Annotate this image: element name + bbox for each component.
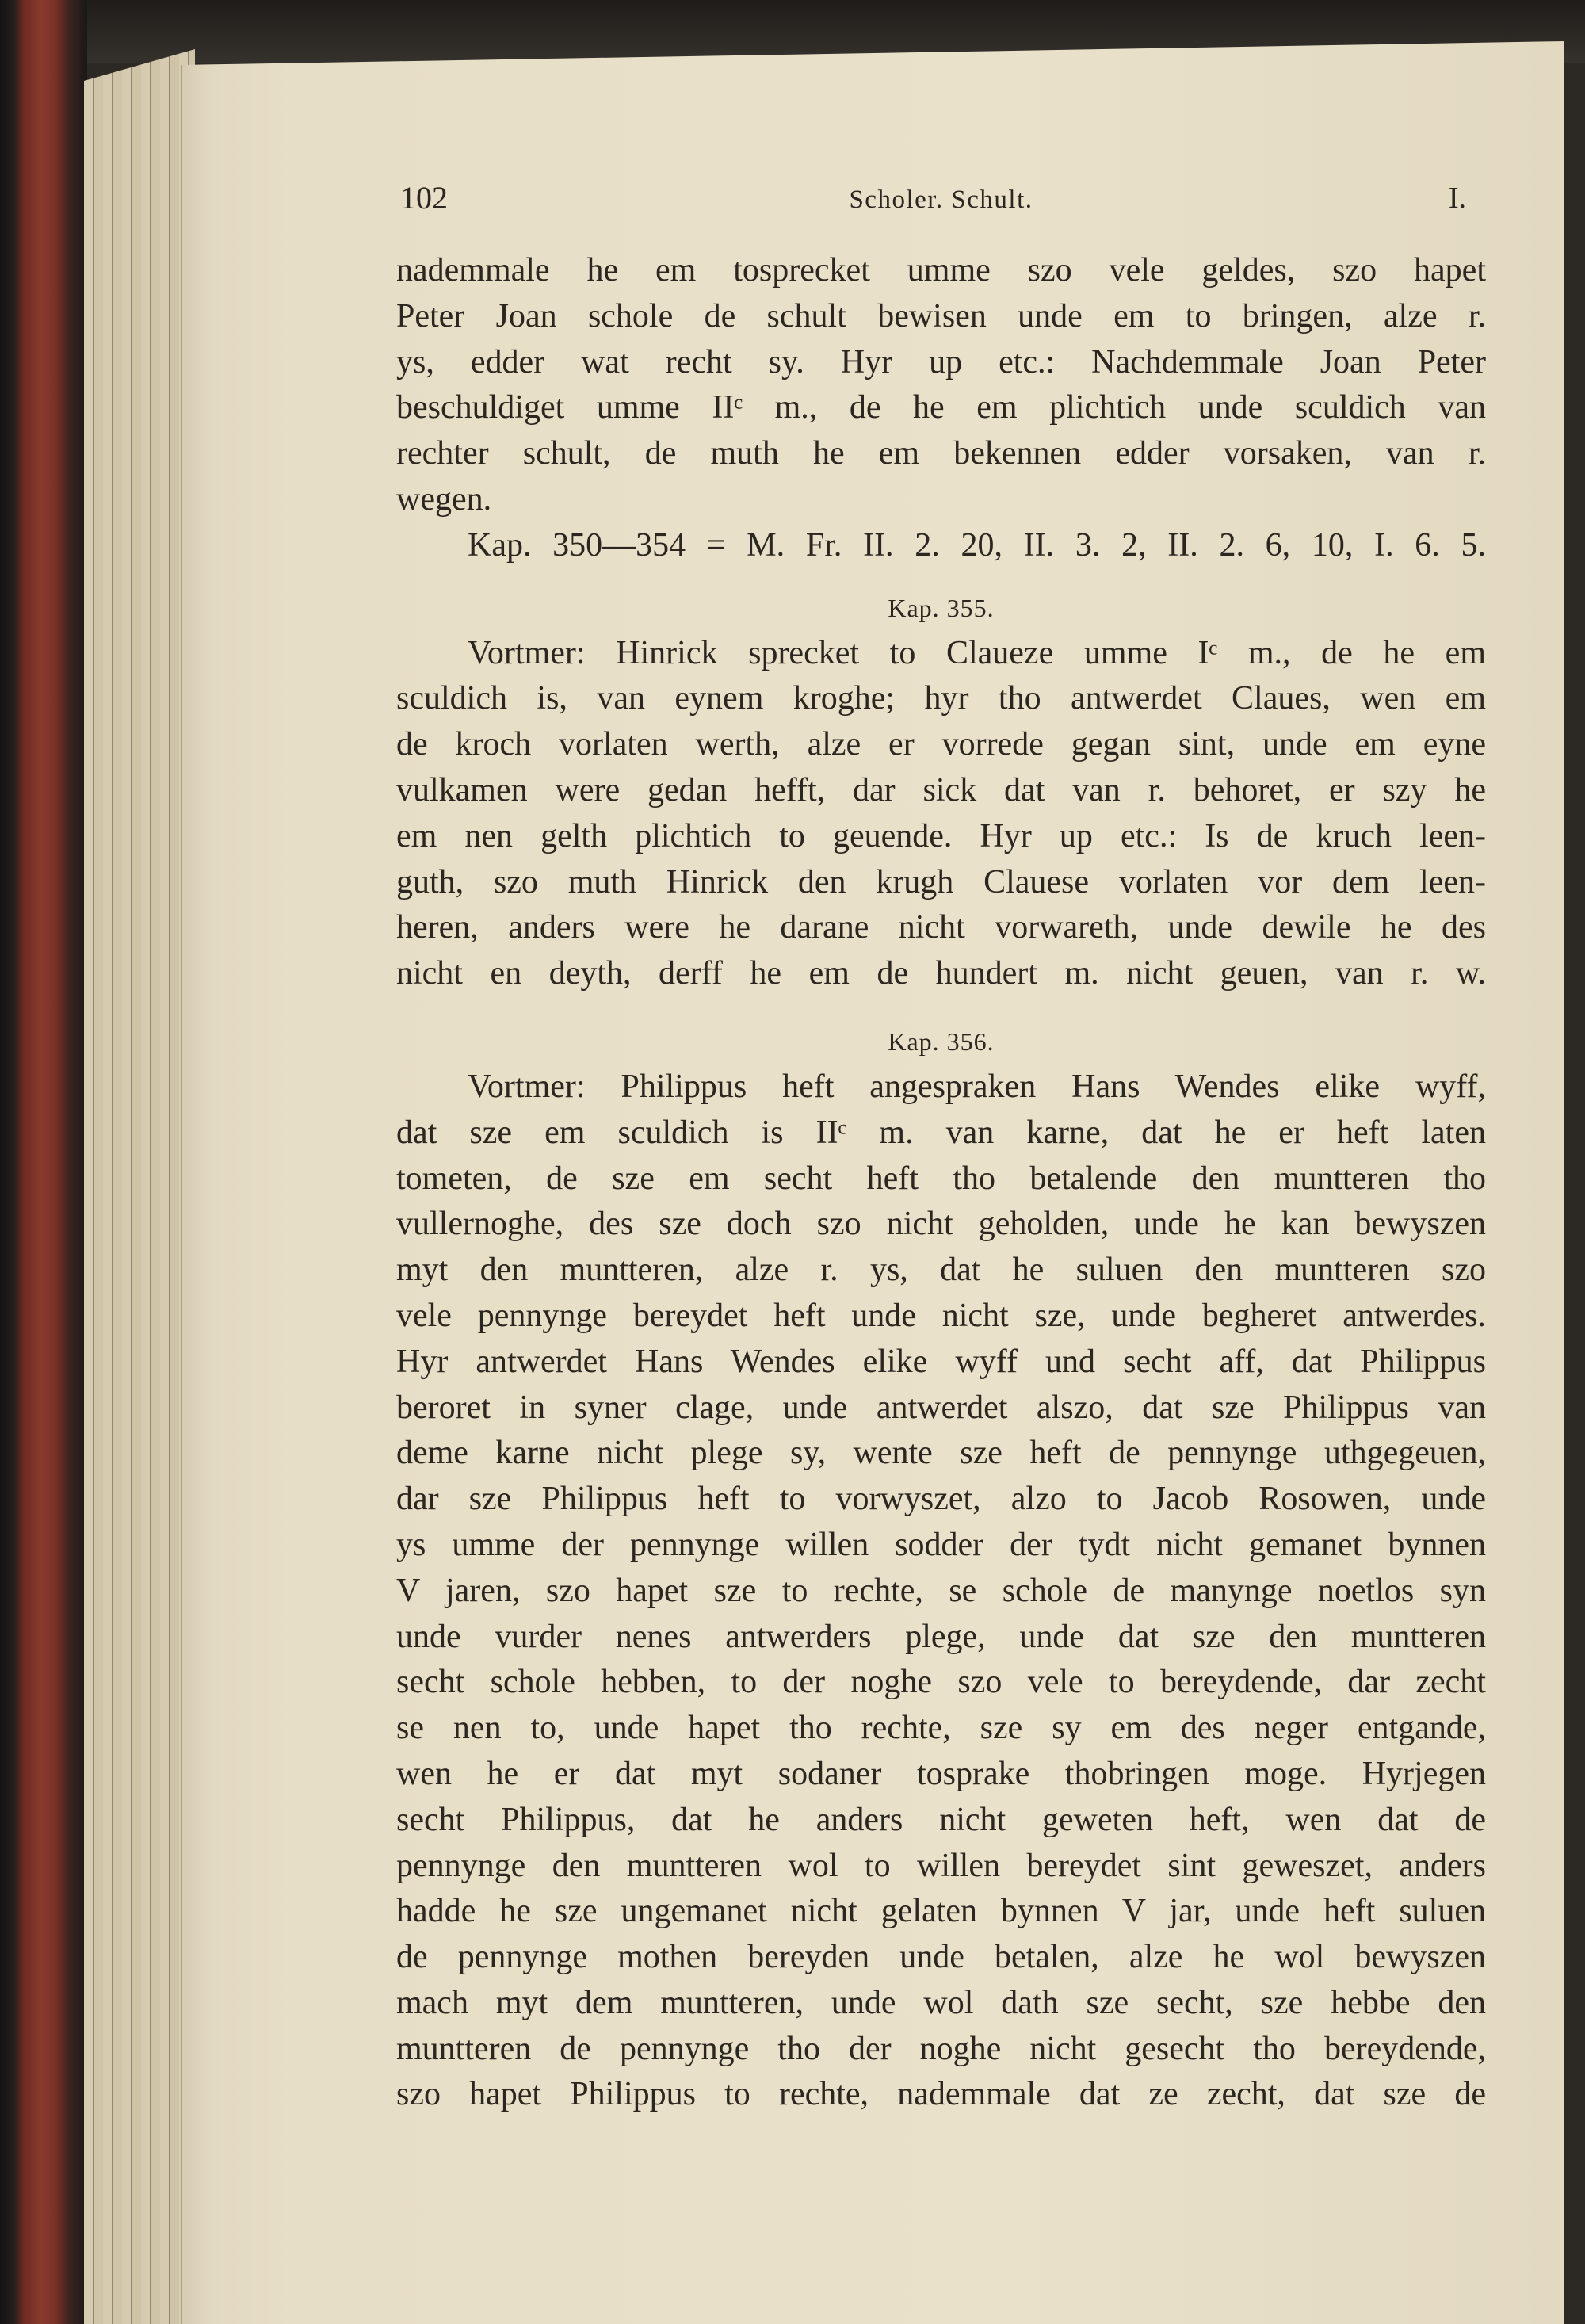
text-line: rechter schult, de muth he em bekennen edder vorsaken, van r. bbox=[396, 435, 1486, 472]
text-line: Vortmer: Hinrick sprecket to Claueze umme Iᶜ m., de he em bbox=[468, 634, 1486, 671]
text-line: Hyr antwerdet Hans Wendes elike wyff und secht aff, dat Philippus bbox=[396, 1343, 1486, 1380]
text-line: wen he er dat myt sodaner tosprake thobringen moge. Hyrjegen bbox=[396, 1755, 1486, 1792]
text-line: beroret in syner clage, unde antwerdet alszo, dat sze Philippus van bbox=[396, 1389, 1486, 1426]
text-line: tometen, de sze em secht heft tho betalende den muntteren tho bbox=[396, 1160, 1486, 1197]
text-line: secht schole hebben, to der noghe szo vele to bereydende, dar zecht bbox=[396, 1664, 1486, 1701]
body-text bbox=[396, 248, 1486, 2118]
text-line: vele pennynge bereydet heft unde nicht sze, unde begheret antwerdes. bbox=[396, 1297, 1486, 1334]
text-line: V jaren, szo hapet sze to rechte, se schole de manynge noetlos syn bbox=[396, 1572, 1486, 1609]
text-line: sculdich is, van eynem kroghe; hyr tho antwerdet Claues, wen em bbox=[396, 680, 1486, 717]
text-line: hadde he sze ungemanet nicht gelaten bynnen V jar, unde heft suluen bbox=[396, 1893, 1486, 1930]
text-line: se nen to, unde hapet tho rechte, sze sy em des neger entgande, bbox=[396, 1710, 1486, 1747]
text-line: guth, szo muth Hinrick den krugh Clauese vorlaten vor dem leen- bbox=[396, 863, 1486, 900]
text-line: nademmale he em tosprecket umme szo vele geldes, szo hapet bbox=[396, 252, 1486, 289]
page-number: 102 bbox=[400, 180, 448, 216]
text-line: myt den muntteren, alze r. ys, dat he suluen den muntteren szo bbox=[396, 1252, 1486, 1289]
text-line: secht Philippus, dat he anders nicht geweten heft, wen dat de bbox=[396, 1801, 1486, 1838]
book-binding bbox=[0, 0, 87, 2324]
page-edge-line bbox=[181, 65, 182, 2324]
text-line: muntteren de pennynge tho der noghe nicht gesecht tho bereydende, bbox=[396, 2030, 1486, 2067]
text-line: Peter Joan schole de schult bewisen unde em to bringen, alze r. bbox=[396, 297, 1486, 334]
text-line: mach myt dem muntteren, unde wol dath sze secht, sze hebbe den bbox=[396, 1984, 1486, 2021]
text-line: deme karne nicht plege sy, wente sze heft de pennynge uthgegeuen, bbox=[396, 1435, 1486, 1472]
chapter-heading: Kap. 356. bbox=[888, 1026, 995, 1056]
text-line: de kroch vorlaten werth, alze er vorrede gegan sint, unde em eyne bbox=[396, 726, 1486, 763]
text-line: vulkamen were gedan hefft, dar sick dat van r. behoret, er szy he bbox=[396, 771, 1486, 808]
text-line: wegen. bbox=[396, 480, 492, 518]
running-head bbox=[396, 178, 1486, 219]
running-title: Scholer. Schult. bbox=[849, 185, 1033, 214]
chapter-heading: Kap. 355. bbox=[888, 593, 995, 622]
cross-reference: Kap. 350—354 = M. Fr. II. 2. 20, II. 3. 2, II. 2. 6, 10, I. 6. 5. bbox=[468, 526, 1486, 564]
text-line: ys, edder wat recht sy. Hyr up etc.: Nachdemmale Joan Peter bbox=[396, 343, 1486, 380]
text-line: de pennynge mothen bereyden unde betalen, alze he wol bewyszen bbox=[396, 1939, 1486, 1976]
text-line: dar sze Philippus heft to vorwyszet, alzo to Jacob Rosowen, unde bbox=[396, 1481, 1486, 1518]
text-line: ys umme der pennynge willen sodder der tydt nicht gemanet bynnen bbox=[396, 1526, 1486, 1563]
text-line: dat sze em sculdich is IIᶜ m. van karne, dat he er heft laten bbox=[396, 1114, 1486, 1151]
text-line: heren, anders were he darane nicht vorwareth, unde dewile he des bbox=[396, 909, 1486, 946]
section-number: I. bbox=[1448, 182, 1466, 215]
text-line: unde vurder nenes antwerders plege, unde dat sze den muntteren bbox=[396, 1618, 1486, 1655]
text-line: szo hapet Philippus to rechte, nademmale dat ze zecht, dat sze de bbox=[396, 2076, 1486, 2113]
text-line: nicht en deyth, derff he em de hundert m. nicht geuen, van r. w. bbox=[396, 955, 1486, 992]
text-line: em nen gelth plichtich to geuende. Hyr up etc.: Is de kruch leen- bbox=[396, 817, 1486, 854]
text-line: vullernoghe, des sze doch szo nicht geholden, unde he kan bewyszen bbox=[396, 1206, 1486, 1243]
text-line: Vortmer: Philippus heft angespraken Hans Wendes elike wyff, bbox=[468, 1068, 1486, 1105]
text-line: pennynge den muntteren wol to willen bereydet sint geweszet, anders bbox=[396, 1847, 1486, 1884]
text-line: beschuldiget umme IIᶜ m., de he em plichtich unde sculdich van bbox=[396, 389, 1486, 426]
page-stack-edges bbox=[84, 49, 195, 2324]
